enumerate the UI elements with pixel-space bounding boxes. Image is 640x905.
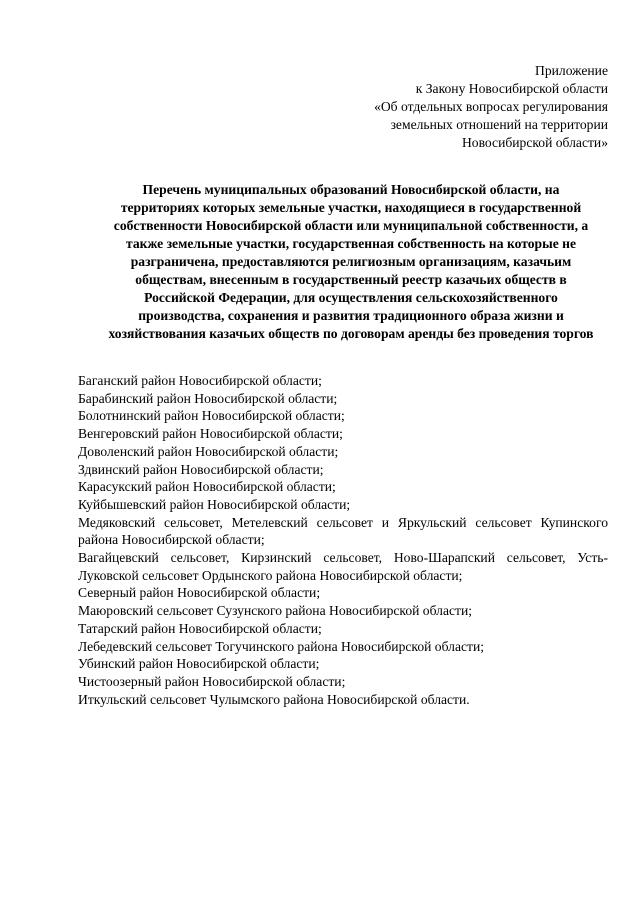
municipalities-list [78, 372, 608, 708]
list-item: Медяковский сельсовет, Метелевский сельсовет и Яркульский сельсовет Купинского района Новосибирской области; [78, 514, 608, 548]
list-item: Маюровский сельсовет Сузунского района Новосибирской области; [78, 603, 473, 619]
document-title: Перечень муниципальных образований Новосибирской области, на территориях которых земельные участки, находящиеся в государственной собственности Новосибирской области или муниципальной собственности, а также земельные участки, государственная собственность на которые не разграничена, предоставляются религиозным организациям, казачьим обществам, внесенным в государственный реестр казачьих обществ в Российской Федерации, для осуществления сельскохозяйственного производства, сохранения и развития традиционного образа жизни и хозяйствования казачьих обществ по договорам аренды без проведения торгов [108, 182, 594, 341]
list-item: Венгеровский район Новосибирской области; [78, 426, 343, 442]
list-item: Лебедевский сельсовет Тогучинского района Новосибирской области; [78, 638, 485, 654]
annex-line: Новосибирской области» [461, 135, 608, 150]
list-item: Барабинский район Новосибирской области; [78, 390, 338, 406]
list-item: Чистоозерный район Новосибирской области; [78, 673, 346, 689]
list-item: Татарский район Новосибирской области; [78, 620, 322, 636]
list-item: Доволенский район Новосибирской области; [78, 443, 339, 459]
list-item: Куйбышевский район Новосибирской области; [78, 496, 351, 512]
list-item: Вагайцевский сельсовет, Кирзинский сельсовет, Ново-Шарапский сельсовет, Усть-Луковской сельсовет Ордынского района Новосибирской области; [78, 550, 608, 583]
annex-header [208, 62, 608, 152]
annex-line: к Закону Новосибирской области [415, 81, 608, 96]
list-item: Болотнинский район Новосибирской области; [78, 408, 345, 424]
annex-line: земельных отношений на территории [390, 117, 608, 132]
list-item: Баганский район Новосибирской области; [78, 373, 322, 388]
annex-line: Приложение [535, 63, 608, 78]
list-item: Здвинский район Новосибирской области; [78, 461, 324, 477]
list-item: Иткульский сельсовет Чулымского района Новосибирской области. [78, 691, 470, 707]
list-item: Убинский район Новосибирской области; [78, 656, 320, 672]
annex-line: «Об отдельных вопросах регулирования [374, 99, 608, 114]
list-item: Карасукский район Новосибирской области; [78, 479, 336, 495]
list-item: Северный район Новосибирской области; [78, 585, 321, 601]
